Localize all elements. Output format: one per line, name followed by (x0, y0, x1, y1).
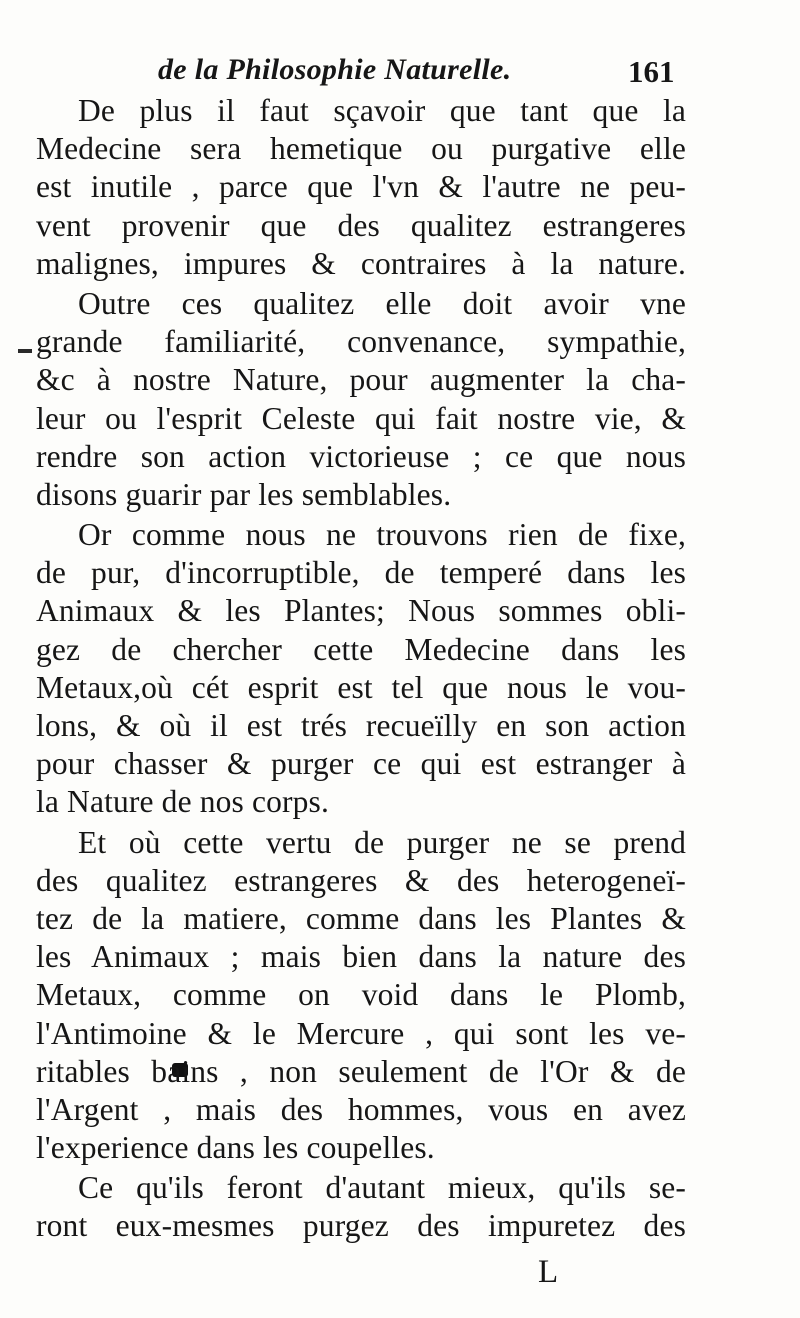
text-line: grande familiarité, convenance, sympathie, (36, 324, 686, 360)
body-text (36, 92, 686, 1246)
text-line: ront eux-mesmes purgez des impuretez des (36, 1208, 686, 1244)
paragraph (36, 92, 686, 283)
text-line: leur ou l'esprit Celeste qui fait nostre vie, & (36, 400, 686, 436)
text-line: l'experience dans les coupelles. (36, 1130, 435, 1166)
text-line: pour chasser & purger ce qui est estranger à (36, 746, 686, 782)
text-line: lons, & où il est trés recueïlly en son action (36, 708, 686, 743)
text-line: les Animaux ; mais bien dans la nature des (36, 939, 686, 975)
text-line: Outre ces qualitez elle doit avoir vne (78, 285, 686, 321)
running-title: de la Philosophie Naturelle. (158, 53, 512, 86)
text-line: Ce qu'ils feront d'autant mieux, qu'ils se- (78, 1170, 686, 1206)
text-line: Animaux & les Plantes; Nous sommes obli- (36, 593, 686, 629)
paragraph (36, 285, 686, 514)
text-line: Medecine sera hemetique ou purgative elle (36, 131, 686, 167)
page-number: 161 (628, 54, 675, 89)
text-line: l'Antimoine & le Mercure , qui sont les ve- (36, 1015, 686, 1051)
text-line: des qualitez estrangeres & des heterogeneï- (36, 862, 686, 898)
text-line: vent provenir que des qualitez estrangeres (36, 207, 686, 243)
text-line: Or comme nous ne trouvons rien de fixe, (78, 517, 686, 553)
text-line: l'Argent , mais des hommes, vous en avez (36, 1091, 686, 1127)
paragraph (36, 824, 686, 1168)
text-line: Et où cette vertu de purger ne se prend (78, 824, 686, 860)
text-line: Metaux,où cét esprit est tel que nous le vou- (36, 669, 686, 705)
text-line: Metaux, comme on void dans le Plomb, (36, 977, 686, 1013)
text-line: la Nature de nos corps. (36, 784, 329, 820)
margin-dash-mark (18, 349, 32, 353)
text-line: &c à nostre Nature, pour augmenter la cha- (36, 362, 686, 398)
text-line: disons guarir par les semblables. (36, 476, 452, 512)
text-line: ritables bains , non seulement de l'Or & de (36, 1053, 686, 1089)
text-line: est inutile , parce que l'vn & l'autre ne peu- (36, 169, 686, 205)
signature-mark: L (538, 1254, 559, 1290)
paragraph (36, 516, 686, 822)
text-line: De plus il faut sçavoir que tant que la (78, 93, 686, 128)
text-line: gez de chercher cette Medecine dans les (36, 631, 686, 667)
paragraph (36, 1169, 686, 1245)
text-line: tez de la matiere, comme dans les Plantes & (36, 900, 686, 936)
text-line: malignes, impures & contraires à la nature. (36, 245, 686, 281)
text-line: rendre son action victorieuse ; ce que nous (36, 438, 686, 474)
text-line: de pur, d'incorruptible, de temperé dans les (36, 555, 686, 591)
